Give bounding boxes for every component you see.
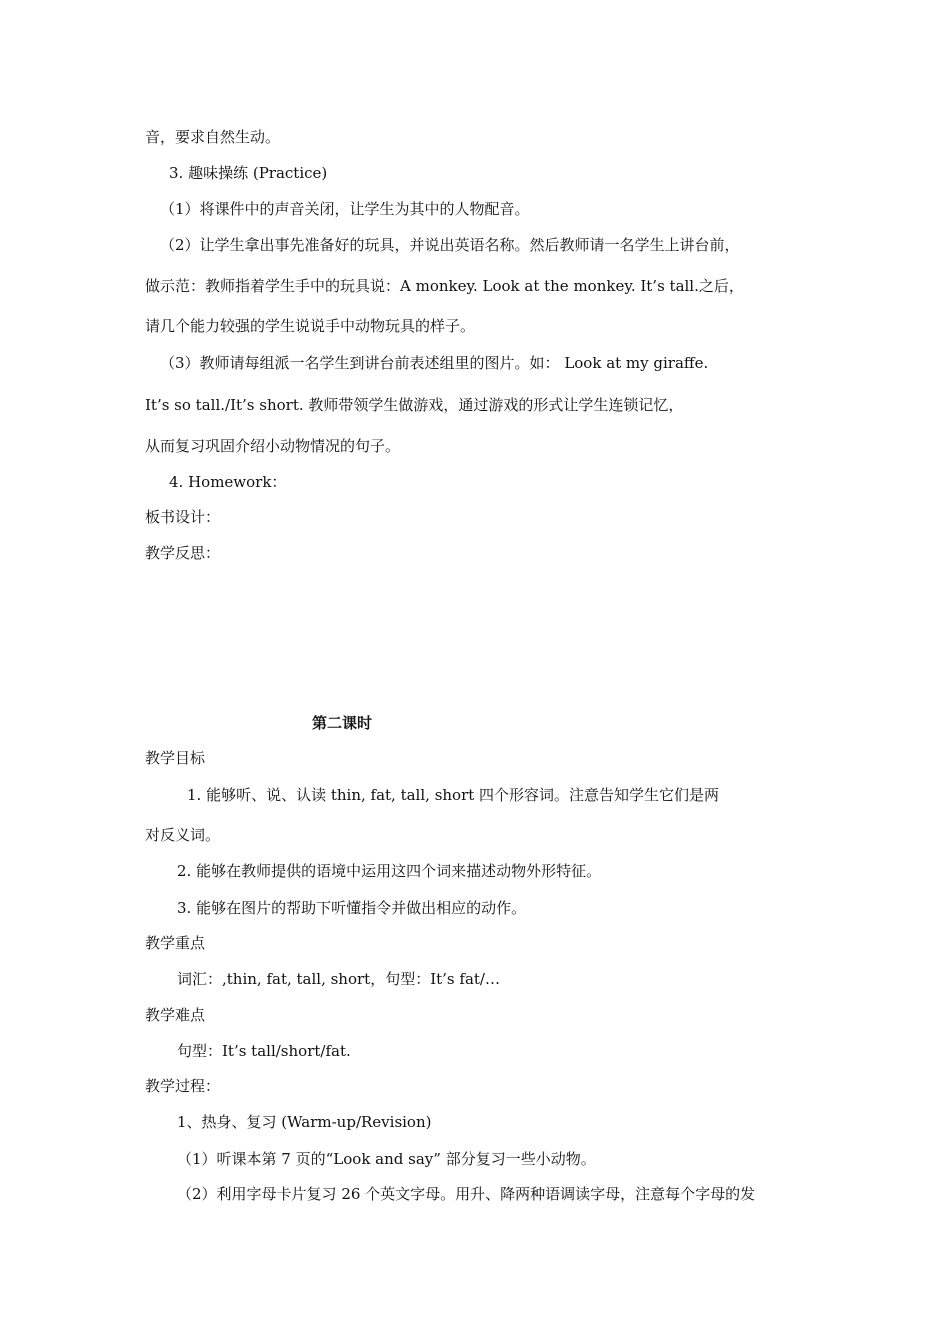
text-line: 音，要求自然生动。 bbox=[145, 128, 281, 146]
section-heading-process: 教学过程： bbox=[145, 1077, 221, 1095]
text-line: 3. 能够在图片的帮助下听懂指令并做出相应的动作。 bbox=[177, 899, 527, 917]
text-line: It’s so tall./It’s short. 教师带领学生做游戏，通过游戏的形式让学生连锁记忆， bbox=[145, 396, 684, 414]
section-heading-difficulties: 教学难点 bbox=[145, 1006, 206, 1024]
section-heading-practice: 3. 趣味操练 (Practice) bbox=[169, 164, 328, 182]
section-heading-objectives: 教学目标 bbox=[145, 749, 206, 767]
section-heading-key-points: 教学重点 bbox=[145, 934, 206, 952]
text-line: 从而复习巩固介绍小动物情况的句子。 bbox=[145, 437, 401, 455]
lesson-title: 第二课时 bbox=[312, 714, 373, 732]
text-line: 对反义词。 bbox=[145, 826, 221, 844]
text-line: 请几个能力较强的学生说说手中动物玩具的样子。 bbox=[145, 317, 476, 335]
text-line: 句型：It’s tall/short/fat. bbox=[177, 1042, 351, 1060]
text-line: 2. 能够在教师提供的语境中运用这四个词来描述动物外形特征。 bbox=[177, 862, 602, 880]
section-heading-homework: 4. Homework： bbox=[169, 473, 287, 491]
text-line: （2）让学生拿出事先准备好的玩具，并说出英语名称。然后教师请一名学生上讲台前， bbox=[160, 236, 740, 254]
text-line: （1）将课件中的声音关闭，让学生为其中的人物配音。 bbox=[160, 200, 530, 218]
label-board-design: 板书设计： bbox=[145, 508, 221, 526]
text-line: 做示范：教师指着学生手中的玩具说：A monkey. Look at the monkey. It’s tall.之后， bbox=[145, 277, 744, 295]
text-line: 1. 能够听、说、认读 thin, fat, tall, short 四个形容词。注意告知学生它们是两 bbox=[187, 786, 720, 804]
text-line: 词汇：,thin, fat, tall, short，句型：It’s fat/… bbox=[177, 970, 500, 988]
text-line: （3）教师请每组派一名学生到讲台前表述组里的图片。如： Look at my giraffe. bbox=[160, 354, 709, 372]
text-line: 1、热身、复习 (Warm-up/Revision) bbox=[177, 1113, 432, 1131]
label-teaching-reflection: 教学反思： bbox=[145, 544, 221, 562]
text-line: （2）利用字母卡片复习 26 个英文字母。用升、降两种语调读字母，注意每个字母的发 bbox=[177, 1185, 756, 1203]
text-line: （1）听课本第 7 页的“Look and say” 部分复习一些小动物。 bbox=[177, 1150, 596, 1168]
